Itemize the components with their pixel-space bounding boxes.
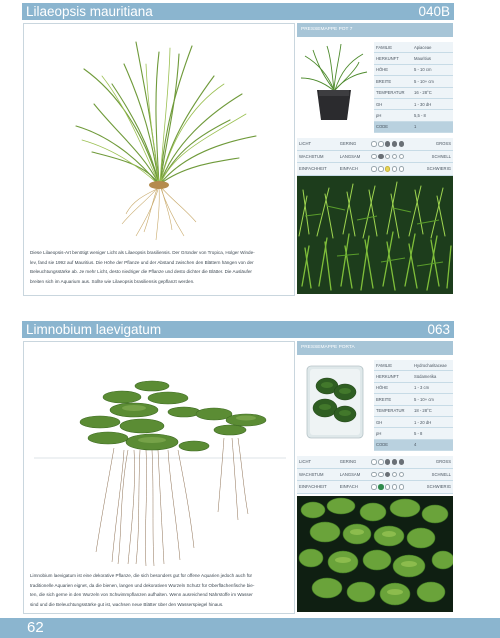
rating-dot [385,166,391,172]
property-key: HERKUNFT [374,53,412,64]
limnobium-aquarium-photo [297,496,453,612]
rating-dot [399,484,405,490]
care-row [297,468,453,481]
property-row [374,439,453,450]
rating-dot [378,484,384,490]
description-line: lev, fand sie 1992 auf Mauritius. Die Höhe der Pflanze und der Abstand zwischen den Blättern hängen von der [30,259,254,265]
group-label: PRESSEMAPPE PORTA [297,341,453,355]
care-high: GROSS [417,456,453,468]
care-high: SCHNELL [417,150,453,163]
property-value: Südamerika [412,371,453,382]
rating-dot [385,459,391,465]
rating-dot [371,459,377,465]
property-key: GH [374,98,412,109]
rating-dot [385,472,391,478]
care-rating-dots [371,166,415,172]
aquarium-photo [297,496,453,612]
property-key: pH [374,110,412,121]
lilaeopsis-aquarium-photo [297,176,453,294]
care-table [297,456,453,494]
property-row [374,382,453,393]
property-row [374,87,453,98]
property-row [374,110,453,121]
care-low: LANGSAM [338,150,369,163]
care-rating-dots [371,141,415,147]
property-value: Mauritius [412,53,453,64]
rating-dot [371,166,377,172]
page-footer [0,618,500,638]
property-row [374,42,453,53]
description-line: traditionelle Aquarien eignet, da die bienen, langen und dekorativen Wurzeln Schutz für Oberflächenfische bie- [30,582,255,588]
rating-dot [392,459,398,465]
property-row [374,98,453,109]
rating-dot [371,484,377,490]
property-value: 5 - 8 [412,428,453,439]
properties-table [374,42,453,133]
pot-photo [297,356,372,442]
description-line: Diese Lilaeopsis-Art benötigt weniger Licht als Lilaeopsis brasiliensis. Der Gründer von Tropica, Holger Winde- [30,250,255,255]
care-row [297,138,453,150]
property-row [374,371,453,382]
rating-dot [371,154,377,160]
description-line: ten, die sich gerne in den Wurzeln von Schwimmpflanzen aufhalten. Wenn ausreichend Nährstoffe im Wasser [30,592,253,598]
care-table [297,138,453,176]
rating-dot [371,141,377,147]
property-row [374,53,453,64]
rating-dot [378,154,384,160]
rating-dot [378,459,384,465]
aquarium-photo [297,176,453,294]
plant-description [30,571,292,609]
rating-dot [392,166,398,172]
care-label: LICHT [297,138,338,150]
rating-dot [378,166,384,172]
property-value: Apiaceae [412,42,453,53]
property-value: 1 - 3 cm [412,382,453,393]
description-line: breiten sich im Aquarium aus. Sollte wie Lilaeopsis brasiliensis gepflanzt werden. [30,278,195,284]
care-high: SCHWIERIG [417,163,453,176]
care-high: SCHNELL [417,468,453,481]
property-key: pH [374,428,412,439]
care-rating-dots [371,472,415,478]
potted-plant-image [297,38,372,124]
description-line: Beleuchtungsstärke ab. Je mehr Licht, desto niedriger die Pflanze und desto dichter die Blätter. Die Ausläufer [30,269,252,275]
plant-description [30,248,292,286]
rating-dot [392,484,398,490]
property-row [374,76,453,87]
property-key: TEMPERATUR [374,87,412,98]
lilaeopsis-illustration [24,24,294,244]
rating-dot [385,154,391,160]
property-key: BREITE [374,394,412,405]
plant-illustration-panel [23,23,295,296]
care-low: EINFACH [338,163,369,176]
rating-dot [399,459,405,465]
care-rating-dots [371,154,415,160]
care-rating-dots [371,484,415,490]
plant-name: Limnobium laevigatum [26,322,162,337]
property-value: 5,5 - 8 [412,110,453,121]
rating-dot [399,472,405,478]
property-row [374,121,453,132]
property-row [374,405,453,416]
property-value: 4 [412,439,453,450]
care-row [297,456,453,468]
plant-title-bar [22,321,454,338]
property-value: 1 - 30 dH [412,98,453,109]
property-value: 5 - 10 cm [412,64,453,75]
property-key: CODE [374,439,412,450]
property-key: FAMILIE [374,42,412,53]
property-value: 1 [412,121,453,132]
property-key: GH [374,416,412,427]
rating-dot [378,141,384,147]
rating-dot [399,166,405,172]
property-value: 16 - 28°C [412,87,453,98]
property-key: CODE [374,121,412,132]
property-row [374,428,453,439]
group-label: PRESSEMAPPE POT 7 [297,23,453,37]
description-line: sind und die Beleuchtungsstärke gut ist, wachsen neue Blätter über den Wasserspiegel hinaus. [30,601,224,607]
care-high: SCHWIERIG [417,481,453,494]
property-row [374,416,453,427]
property-row [374,394,453,405]
properties-table [374,360,453,451]
limnobium-illustration [24,342,294,567]
plant-code: 040B [418,4,450,19]
rating-dot [378,472,384,478]
plant-name: Lilaeopsis mauritiana [26,4,153,19]
rating-dot [371,472,377,478]
property-value: Hydrocharitaceae [412,360,453,371]
potted-plant-image [297,356,372,442]
care-row [297,150,453,163]
property-key: TEMPERATUR [374,405,412,416]
property-key: HÖHE [374,64,412,75]
property-value: 5 - 10+ cm [412,394,453,405]
property-key: BREITE [374,76,412,87]
property-value: 5 - 10+ cm [412,76,453,87]
care-label: WACHSTUM [297,150,338,163]
care-high: GROSS [417,138,453,150]
rating-dot [399,141,405,147]
pot-photo [297,38,372,124]
page-number: 62 [27,619,44,636]
plant-illustration-panel [23,341,295,614]
rating-dot [399,154,405,160]
property-key: HERKUNFT [374,371,412,382]
rating-dot [392,472,398,478]
care-rating-dots [371,459,415,465]
care-label: LICHT [297,456,338,468]
care-label: WACHSTUM [297,468,338,481]
rating-dot [385,484,391,490]
care-label: EINFACHHEIT [297,163,338,176]
care-low: GERING [338,138,369,150]
property-row [374,360,453,371]
rating-dot [392,154,398,160]
property-key: HÖHE [374,382,412,393]
property-value: 1 - 20 dH [412,416,453,427]
care-low: EINFACH [338,481,369,494]
rating-dot [392,141,398,147]
rating-dot [385,141,391,147]
care-label: EINFACHHEIT [297,481,338,494]
property-value: 18 - 28°C [412,405,453,416]
description-line: Limnobium laevigatum ist eine dekorative Pflanze, die sich besonders gut für offene Aquarien jedoch auch für [30,573,253,578]
plant-title-bar [22,3,454,20]
care-row [297,481,453,494]
care-row [297,163,453,176]
plant-code: 063 [427,322,450,337]
care-low: LANGSAM [338,468,369,481]
care-low: GERING [338,456,369,468]
property-key: FAMILIE [374,360,412,371]
property-row [374,64,453,75]
